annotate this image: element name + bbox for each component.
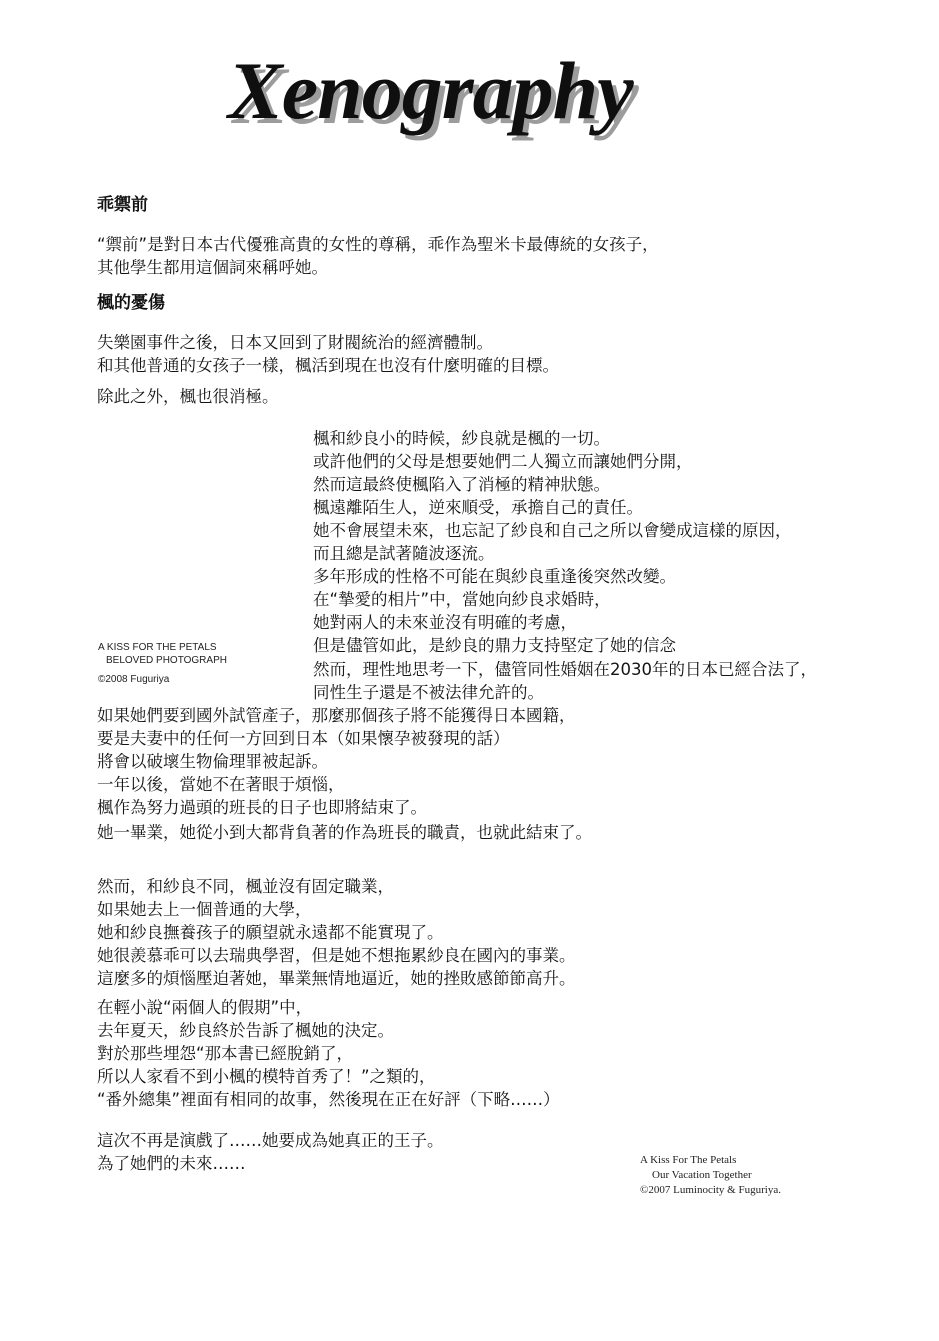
- text-line: 除此之外，楓也很消極。: [97, 387, 279, 406]
- text-line: 一年以後，當她不在著眼于煩惱，: [97, 775, 345, 794]
- paragraph-gozen: [97, 233, 659, 279]
- text-line: 而且總是試著隨波逐流。: [313, 544, 495, 563]
- text-line: 楓遠離陌生人，逆來順受，承擔自己的責任。: [313, 498, 643, 517]
- credit-line: ©2008 Fuguriya: [98, 674, 170, 685]
- section-heading-gozen: 乖禦前: [97, 195, 148, 215]
- credit-vacation-together: [640, 1153, 781, 1198]
- paragraph-graduation: [97, 821, 592, 844]
- text-line: 楓和紗良小的時候，紗良就是楓的一切。: [313, 429, 610, 448]
- text-line: 楓作為努力過頭的班長的日子也即將結束了。: [97, 798, 427, 817]
- section-heading-kaede: 楓的憂傷: [97, 293, 165, 313]
- text-line: 對於那些埋怨“那本書已經脫銷了，: [97, 1044, 354, 1063]
- text-line: 在輕小說“兩個人的假期”中，: [97, 998, 313, 1017]
- credit-line: A KISS FOR THE PETALS: [98, 642, 217, 653]
- text-line: 和其他普通的女孩子一樣，楓活到現在也沒有什麼明確的目標。: [97, 356, 559, 375]
- credit-line: A Kiss For The Petals: [640, 1154, 737, 1166]
- text-line: 如果她們要到國外試管產子，那麼那個孩子將不能獲得日本國籍，: [97, 706, 576, 725]
- text-line: 然而，和紗良不同，楓並沒有固定職業，: [97, 877, 394, 896]
- text-line: 如果她去上一個普通的大學，: [97, 900, 312, 919]
- text-line: 她對兩人的未來並沒有明確的考慮，: [313, 613, 577, 632]
- text-line: 在“摯愛的相片”中，當她向紗良求婚時，: [313, 590, 611, 609]
- paragraph-indented-1: [313, 427, 792, 657]
- text-line: 要是夫妻中的任何一方回到日本（如果懷孕被發現的話）: [97, 729, 510, 748]
- text-line: 將會以破壞生物倫理罪被起訴。: [97, 752, 328, 771]
- text-line: “禦前”是對日本古代優雅高貴的女性的尊稱，乖作為聖米卡最傳統的女孩子，: [97, 235, 659, 254]
- text-line: 然而，理性地思考一下，儘管同性婚姻在2030年的日本已經合法了，: [313, 660, 817, 679]
- paragraph-indented-2: [313, 658, 817, 704]
- paragraph-section5: [97, 996, 560, 1111]
- text-line: 這次不再是演戲了……她要成為她真正的王子。: [97, 1131, 444, 1150]
- text-line: 她和紗良撫養孩子的願望就永遠都不能實現了。: [97, 923, 444, 942]
- text-line: 她很羨慕乖可以去瑞典學習，但是她不想拖累紗良在國內的事業。: [97, 946, 576, 965]
- paragraph-section4: [97, 875, 576, 990]
- text-line: 其他學生都用這個詞來稱呼她。: [97, 258, 328, 277]
- credit-line: ©2007 Luminocity & Fuguriya.: [640, 1184, 781, 1196]
- text-line: 或許他們的父母是想要她們二人獨立而讓她們分開，: [313, 452, 693, 471]
- paragraph-kaede-1: [97, 331, 559, 377]
- text-line: 為了她們的未來……: [97, 1154, 246, 1173]
- paragraph-kaede-2: [97, 385, 279, 408]
- text-line: 多年形成的性格不可能在與紗良重逢後突然改變。: [313, 567, 676, 586]
- text-line: 這麼多的煩惱壓迫著她，畢業無情地逼近，她的挫敗感節節高升。: [97, 969, 576, 988]
- page-title: Xenography: [228, 45, 633, 136]
- paragraph-section3: [97, 704, 576, 819]
- text-line: 她不會展望未來，也忘記了紗良和自己之所以會變成這樣的原因，: [313, 521, 792, 540]
- text-line: 所以人家看不到小楓的模特首秀了！”之類的，: [97, 1067, 436, 1086]
- credit-line: BELOVED PHOTOGRAPH: [106, 655, 227, 666]
- text-line: “番外總集”裡面有相同的故事，然後現在正在好評（下略……）: [97, 1090, 560, 1109]
- paragraph-section6: [97, 1129, 444, 1175]
- credit-line: Our Vacation Together: [652, 1169, 752, 1181]
- text-line: 去年夏天，紗良終於告訴了楓她的決定。: [97, 1021, 394, 1040]
- text-line: 同性生子還是不被法律允許的。: [313, 683, 544, 702]
- text-line: 然而這最終使楓陷入了消極的精神狀態。: [313, 475, 610, 494]
- text-line: 她一畢業，她從小到大都背負著的作為班長的職責，也就此結束了。: [97, 823, 592, 842]
- text-line: 失樂園事件之後，日本又回到了財閥統治的經濟體制。: [97, 333, 493, 352]
- credit-beloved-photograph: [98, 641, 227, 686]
- text-line: 但是儘管如此，是紗良的鼎力支持堅定了她的信念: [313, 636, 676, 655]
